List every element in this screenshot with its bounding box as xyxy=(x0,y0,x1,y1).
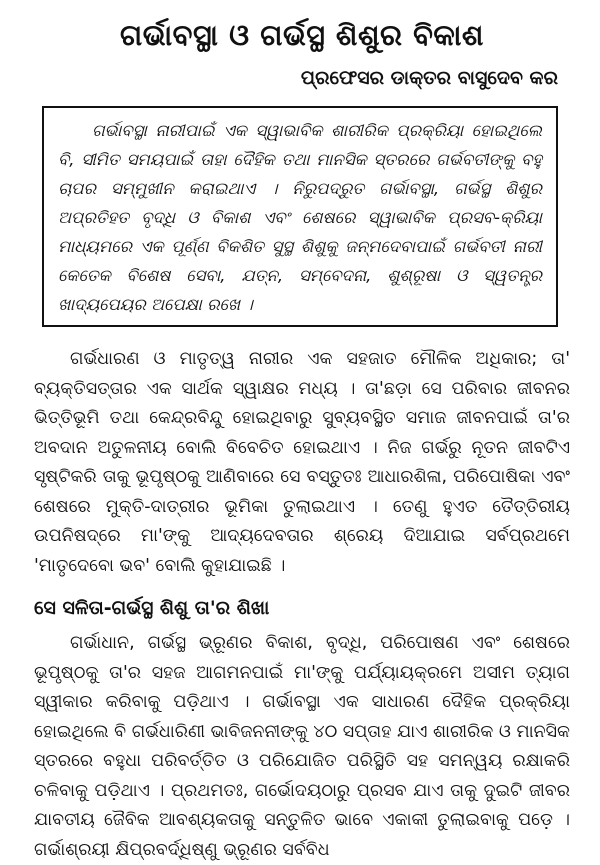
body-paragraph-1: ଗର୍ଭଧାରଣ ଓ ମାତୃତ୍ୱ ନାରୀର ଏକ ସହଜାତ ମୌଳିକ ଅଧିକାର; ତା' ବ୍ୟକ୍ତିସତ୍ତାର ଏକ ସାର୍ଥକ ସ୍ୱାକ୍ଷର ମଧ୍ୟ । ତା'ଛଡ଼ା ସେ ପରିବାର ଜୀବନର ଭିତ୍ତିଭୂମି ତଥା କେନ୍ଦ୍ରବିନ୍ଦୁ ହୋଇଥିବାରୁ ସୁବ୍ୟବସ୍ଥିତ ସମାଜ ଜୀବନପାଇଁ ତା'ର ଅବଦାନ ଅତୁଳନୀୟ ବୋଲି ବିବେଚିତ ହୋଇଥାଏ । ନିଜ ଗର୍ଭରୁ ନୂତନ ଜୀବଟିଏ ସୃଷ୍ଟିକରି ତାକୁ ଭୂପୃଷ୍ଠକୁ ଆଣିବାରେ ସେ ବସ୍ତୁତଃ ଆଧାରଶିଳା, ପରିପୋଷିକା ଏବଂ ଶେଷରେ ମୁକ୍ତି-ଦାତ୍ରୀର ଭୂମିକା ତୁଲାଇଥାଏ । ତେଣୁ ହୁଏତ ତୈତ୍ତିରୀୟ ଉପନିଷଦ୍‌ରେ ମା'ଙ୍କୁ ଆଦ୍ୟଦେବତାର ଶ୍ରେୟ ଦିଆଯାଇ ସର୍ବପ୍ରଥମେ 'ମାତୃଦେବୋ ଭବ' ବୋଲି କୁହାଯାଇଛି । xyxy=(34,349,570,576)
body-paragraph-2: ଗର୍ଭାଧାନ, ଗର୍ଭସ୍ଥ ଭ୍ରୂଣର ବିକାଶ, ବୃଦ୍ଧି, ପରିପୋଷଣ ଏବଂ ଶେଷରେ ଭୂପୃଷ୍ଠକୁ ତା'ର ସହଜ ଆଗମନପାଇଁ ମା'ଙ୍କୁ ପର୍ଯ୍ୟାୟକ୍ରମେ ଅସୀମ ତ୍ୟାଗ ସ୍ୱୀକାର କରିବାକୁ ପଡ଼ିଥାଏ । ଗର୍ଭାବସ୍ଥା ଏକ ସାଧାରଣ ଦୈହିକ ପ୍ରକ୍ରିୟା ହୋଇଥିଲେ ବି ଗର୍ଭଧାରିଣୀ ଭାବିଜନନୀଙ୍କୁ ୪୦ ସପ୍ତାହ ଯାଏ ଶାରୀରିକ ଓ ମାନସିକ ସ୍ତରରେ ବହୁଧା ପରିବର୍ତ୍ତିତ ଓ ପରିଯୋଜିତ ପରିସ୍ଥିତି ସହ ସମନ୍ୱୟ ରକ୍ଷାକରି ଚଳିବାକୁ ପଡ଼ିଥାଏ । ପ୍ରଥମତଃ, ଗର୍ଭୋଦୟଠାରୁ ପ୍ରସବ ଯାଏ ତାକୁ ଦୁଇଟି ଜୀବର ଯାବତୀୟ ଜୈବିକ ଆବଶ୍ୟକତାକୁ ସନ୍ତୁଳିତ ଭାବେ ଏକାକୀ ତୁଲାଇବାକୁ ପଡ଼େ । ଗର୍ଭାଶ୍ରୟୀ କ୍ଷିପ୍ରବର୍ଦ୍ଧିଷ୍ଣୁ ଭ୍ରୂଣର ସର୍ବବିଧ xyxy=(34,633,570,860)
article-title: ଗର୍ଭାବସ୍ଥା ଓ ଗର୍ଭସ୍ଥ ଶିଶୁର ବିକାଶ xyxy=(119,18,485,52)
article-author: ପ୍ରଫେସର ଡାକ୍ତର ବାସୁଦେବ କର xyxy=(300,67,558,89)
section-heading: ସେ ସଳିତା-ଗର୍ଭସ୍ଥ ଶିଶୁ ତା'ର ଶିଖା xyxy=(34,597,270,619)
abstract-text: ଗର୍ଭାବସ୍ଥା ନାରୀପାଇଁ ଏକ ସ୍ୱାଭାବିକ ଶାରୀରିକ ପ୍ରକ୍ରିୟା ହୋଇଥିଲେ ବି, ସୀମିତ ସମୟପାଇଁ ତାହା ଦୈହିକ ତଥା ମାନସିକ ସ୍ତରରେ ଗର୍ଭବତୀଙ୍କୁ ବହୁ ଚାପର ସମ୍ମୁଖୀନ କରାଇଥାଏ । ନିରୁପଦ୍ରୁତ ଗର୍ଭାବସ୍ଥା, ଗର୍ଭସ୍ଥ ଶିଶୁର ଅପ୍ରତିହତ ବୃଦ୍ଧି ଓ ବିକାଶ ଏବଂ ଶେଷରେ ସ୍ୱାଭାବିକ ପ୍ରସବ-କ୍ରିୟା ମାଧ୍ୟମରେ ଏକ ପୂର୍ଣ୍ଣ ବିକଶିତ ସୁସ୍ଥ ଶିଶୁକୁ ଜନ୍ମଦେବାପାଇଁ ଗର୍ଭବତୀ ନାରୀ କେତେକ ବିଶେଷ ସେବା, ଯତ୍ନ, ସମ୍ବେଦନା, ଶୁଶ୍ରୂଷା ଓ ସ୍ୱତନ୍ତ୍ର ଖାଦ୍ୟପେୟର ଅପେକ୍ଷା ରଖେ । xyxy=(58,121,542,314)
abstract-box xyxy=(42,106,558,327)
